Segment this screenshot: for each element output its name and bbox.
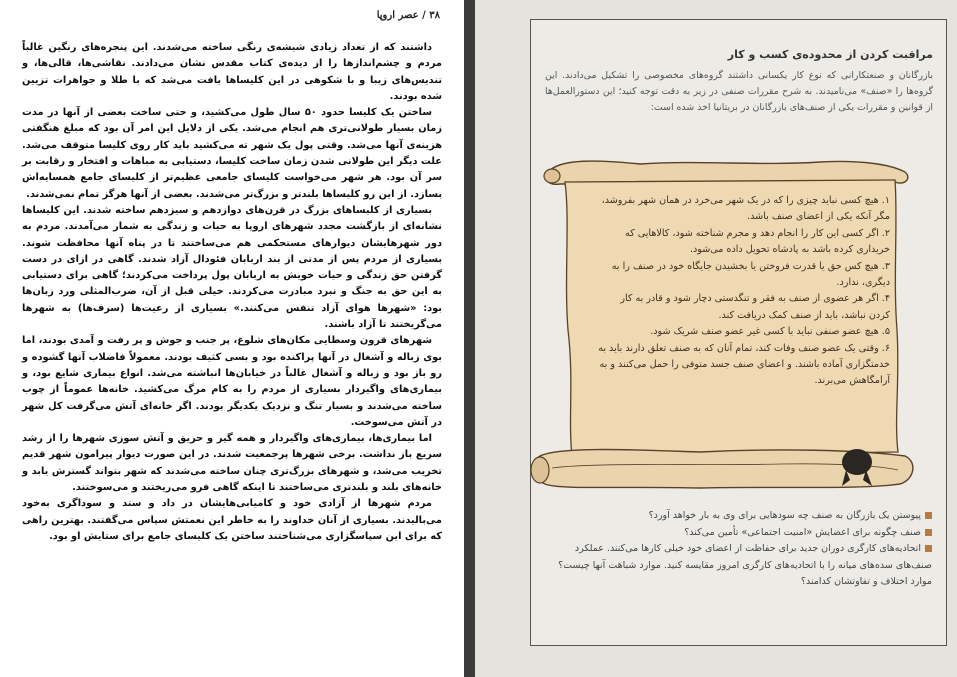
running-head: ۳۸ / عصر اروپا <box>376 10 440 21</box>
questions-list <box>548 508 932 591</box>
rule-item: ۱. هیچ کسی نباید چیزی را که در یک شهر می‌خرد در همان شهر بفروشد، مگر آنکه یکی از اعضای صنف باشد. <box>601 195 890 223</box>
box-title: مراقبت کردن از محدوده‌ی کسب و کار <box>727 48 933 61</box>
paragraph: اما بیماری‌ها، بیماری‌های واگیردار و همه گیر و حریق و آتش سوزی شهرها را از رشد سریع باز نداشت. برخی شهرها پرجمعیت شدند. در این صورت دیوار پیرامون شهر قدیم تخریب می‌شد، و شهرهای بزرگ‌تری چنان ساخته می‌شدند که شهر بتواند گسترش یابد و خانه‌های بلند و بلندتری می‌ساختند تا اینکه گاهی فرو می‌ریختند و می‌سوختند. <box>22 433 442 494</box>
guild-rules-list <box>598 193 890 390</box>
square-bullet-icon <box>925 529 932 536</box>
question-item <box>548 541 932 591</box>
rule-item: ۵. هیچ عضو صنفی نباید با کسی غیر عضو صنف شریک شود. <box>650 326 890 338</box>
rule-item: ۴. اگر هر عضوی از صنف به فقر و تنگدستی دچار شود و قادر به کار کردن نباشد، باید از صنف کمک دریافت کند. <box>620 293 890 321</box>
paragraph: داشتند که از تعداد زیادی شیشه‌ی رنگی ساخته می‌شدند. این پنجره‌های رنگین غالباً مردم و چشم‌اندازها را از دیده‌ی کتاب مقدس نشان می‌دادند. نقاشی‌ها، قالی‌ها، و تندیس‌های زیبا و با شکوهی در این کلیساها یافت می‌شد که با طلا و جواهرات تزیین شده بودند. <box>22 42 442 102</box>
question-text: اتحادیه‌های کارگری دوران جدید برای حفاظت از اعضای خود خیلی کارها می‌کنند. عملکرد صنف‌های سده‌های میانه را با اتحادیه‌های کارگری امروز مقایسه کنید. موارد شباهت آنها چیست؟ موارد اختلاف و تفاوتشان کدامند؟ <box>558 543 932 587</box>
paragraph: ساختن یک کلیسا حدود ۵۰ سال طول می‌کشید، و حتی ساخت بعضی از آنها در مدت زمان بسیار طولانی‌تری هم انجام می‌شد. یکی از دلایل این امر آن بود که مبلغ هنگفتی هزینه‌ی آنها می‌شد. وقتی پول یک شهر ته می‌کشید باید کار روی کلیسا متوقف می‌شد. علت دیگر این طولانی شدن زمان ساخت کلیسا، دستیابی به مباهات و افتخار و رقابت بر سر آن بود. هر شهر می‌خواست کلیسای جامعی عظیم‌تر از کلیسای جامع همسایه‌اش بسازد. از این رو کلیساها بلندتر و بزرگ‌تر می‌شدند. بعضی از آنها هرگز تمام نمی‌شدند. <box>22 107 442 200</box>
rule-item: ۶. وقتی یک عضو صنف وفات کند، تمام آنان که به صنف تعلق دارند باید به خدمتگزاری آماده باشند. و اعضای صنف جسد متوفی را حمل می‌کنند و به آرامگاهش می‌برند. <box>598 342 890 387</box>
box-intro: بازرگانان و صنعتکارانی که نوع کار یکسانی داشتند گروه‌های مخصوصی را تشکیل می‌دادند. این گروه‌ها را «صنف» می‌نامیدند. به شرح مقررات صنفی در زیر به دقت توجه کنید؛ این دستورالعمل‌ها از قوانین و مقررات یکی از صنف‌های بازرگانان در بریتانیا اخذ شده است: <box>545 70 933 113</box>
paragraph: بسیاری از کلیساهای بزرگ در قرن‌های دوازدهم و سیزدهم ساخته شدند. این کلیساها نشانه‌ای از بازگشت مجدد شهرهای اروپا به حیات و زندگی به شمار می‌آمدند. مردم به دور شهرهایشان دیوارهای مستحکمی هم می‌ساختند تا در پناه آنها محافظت شوند. بسیاری از مردم پس از مدتی از بند اربابان فئودال آزاد شدند. گاهی در ازای در دست گرفتن حق زندگی و حیات خویش به اربابان پول پرداخت می‌کردند؛ گاهی برای دستیابی به این حق به جنگ و نبرد مبادرت می‌کردند. خیلی قبل از آن، ضرب‌المثلی ورد زبان‌ها بود: «شهرها هوای آزاد تنفس می‌کنند.» بسیاری از رعیت‌ها (سرف‌ها) به شهرها می‌گریختند تا آزاد باشند. <box>22 204 442 331</box>
question-text: پیوستن یک بازرگان به صنف چه سودهایی برای وی به بار خواهد آورد؟ <box>648 510 921 521</box>
question-text: صنف چگونه برای اعضایش «امنیت اجتماعی» تأمین می‌کند؟ <box>684 526 921 538</box>
rule-item: ۳. هیچ کس حق یا قدرت فروختن یا بخشیدن جایگاه خود در صنف را به دیگری، ندارد. <box>611 260 890 289</box>
paragraph: شهرهای قرون وسطایی مکان‌های شلوغ، پر جنب و جوش و پر رفت و آمدی بودند، اما بوی زباله و آشغال در آنها پراکنده بود و بسی کثیف بودند. معمولاً فاضلاب آنها گشوده و رو باز بود و زباله و آشغال غالباً در خیابان‌ها انباشته می‌شد. انواع بیماری شایع بود، و بیماری‌های واگیردار بسیاری از مردم را به کام مرگ می‌کشید. خانه‌ها عموماً از چوب ساخته می‌شدند و بسیار تنگ و نزدیک یکدیگر بودند. اگر خانه‌ای آتش می‌گرفت کل شهر در آتش می‌سوخت. <box>22 335 442 428</box>
question-item <box>548 525 932 542</box>
question-item <box>548 508 932 525</box>
rule-item: ۲. اگر کسی این کار را انجام دهد و مجرم شناخته شود، کالاهایی که خریداری کرده باشد به پادشاه تحویل داده می‌شود. <box>624 227 890 256</box>
square-bullet-icon <box>925 512 932 519</box>
paragraph: مردم شهرها از آزادی خود و کامیابی‌هایشان در داد و ستد و سوداگری به‌خود می‌بالیدند. بسیاری از آنان خداوند را به خاطر این نعمتش سپاس می‌گفتند. بهترین راهی که برای این سپاسگزاری می‌شناختند ساختن یک کلیسای جامع برای ستایش او بود. <box>22 498 442 542</box>
square-bullet-icon <box>925 545 932 552</box>
